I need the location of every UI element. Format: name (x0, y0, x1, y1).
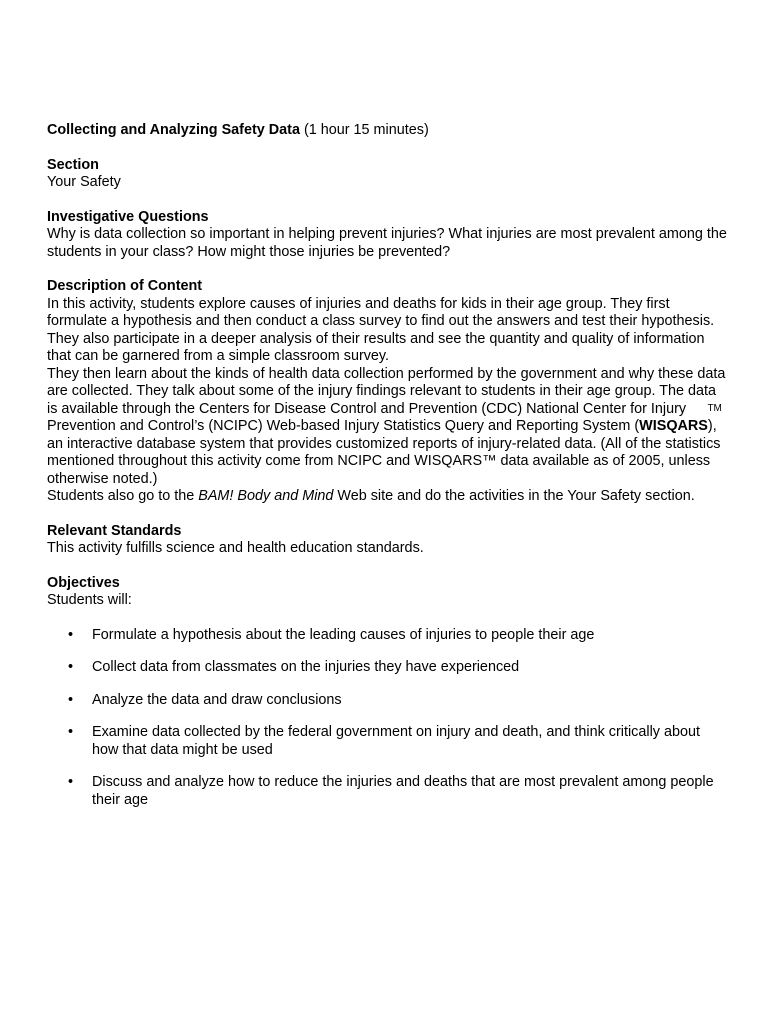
objective-text: Formulate a hypothesis about the leading causes of injuries to people their age (92, 626, 595, 643)
description-p2-before: They then learn about the kinds of health data collection performed by the government and why these data are collected. They talk about some of the injury findings relevant to students in their age group. The data is available through the Centers for Disease Control and Prevention (CDC) National Center for Injury Prevention and Control’s (NCIPC) Web-based Injury Statistics Query and Reporting System ( (47, 365, 726, 434)
objectives-block (47, 575, 727, 810)
standards-heading: Relevant Standards (47, 522, 182, 539)
questions-text: Why is data collection so important in helping prevent injuries? What injuries are most prevalent among the students in your class? How might those injuries be prevented? (47, 226, 727, 260)
description-p2-after: ), an interactive database system that provides customized reports of injury-related data. (All of the statistics mentioned throughout this activity come from NCIPC and WISQARS™ data available as of 2005, unless otherwise noted.) (47, 418, 721, 487)
activity-title-bold: Collecting and Analyzing Safety Data (47, 122, 300, 138)
section-block (47, 157, 727, 192)
objectives-heading: Objectives (47, 574, 120, 591)
description-paragraph-1: In this activity, students explore causes of injuries and deaths for kids in their age group. They first formulate a hypothesis and then conduct a class survey to find out the answers and test their hypothesis. They also participate in a deeper analysis of their results and see the quantity and quality of information that can be garnered from a simple classroom survey. (47, 295, 715, 364)
wisqars-wrap (639, 403, 722, 436)
description-p3-after: Web site and do the activities in the Your Safety section. (333, 488, 695, 504)
description-paragraph-3 (47, 488, 727, 506)
objective-item (47, 724, 727, 759)
objective-item (47, 627, 727, 645)
objectives-intro: Students will: (47, 592, 132, 608)
objective-item (47, 692, 727, 710)
bam-site-name: BAM! Body and Mind (198, 488, 334, 504)
activity-duration: (1 hour 15 minutes) (299, 122, 429, 138)
objectives-list (47, 627, 727, 810)
wisqars-label: WISQARS (639, 418, 708, 434)
activity-title (47, 122, 727, 140)
description-paragraph-2 (47, 366, 727, 489)
objective-text: Discuss and analyze how to reduce the injuries and deaths that are most prevalent among people their age (92, 774, 714, 808)
objective-text: Analyze the data and draw conclusions (92, 691, 342, 708)
bullet-icon: • (68, 659, 74, 675)
description-block (47, 278, 727, 506)
objective-item (47, 659, 727, 677)
document-body (47, 122, 727, 826)
section-heading: Section (47, 156, 99, 173)
objective-text: Collect data from classmates on the injuries they have experienced (92, 659, 520, 675)
bullet-icon: • (68, 626, 74, 643)
objective-text: Examine data collected by the federal government on injury and death, and think critically about how that data might be used (92, 724, 700, 758)
standards-block (47, 523, 727, 558)
trademark-sup: TM (707, 403, 722, 414)
bullet-icon: • (68, 774, 74, 790)
questions-heading: Investigative Questions (47, 208, 209, 225)
bullet-icon: • (68, 724, 74, 740)
standards-text: This activity fulfills science and health education standards. (47, 540, 424, 556)
bullet-icon: • (68, 691, 74, 708)
section-text: Your Safety (47, 174, 121, 190)
description-heading: Description of Content (47, 278, 203, 294)
questions-block (47, 209, 727, 262)
objective-item (47, 774, 727, 809)
description-p3-before: Students also go to the (47, 488, 199, 504)
